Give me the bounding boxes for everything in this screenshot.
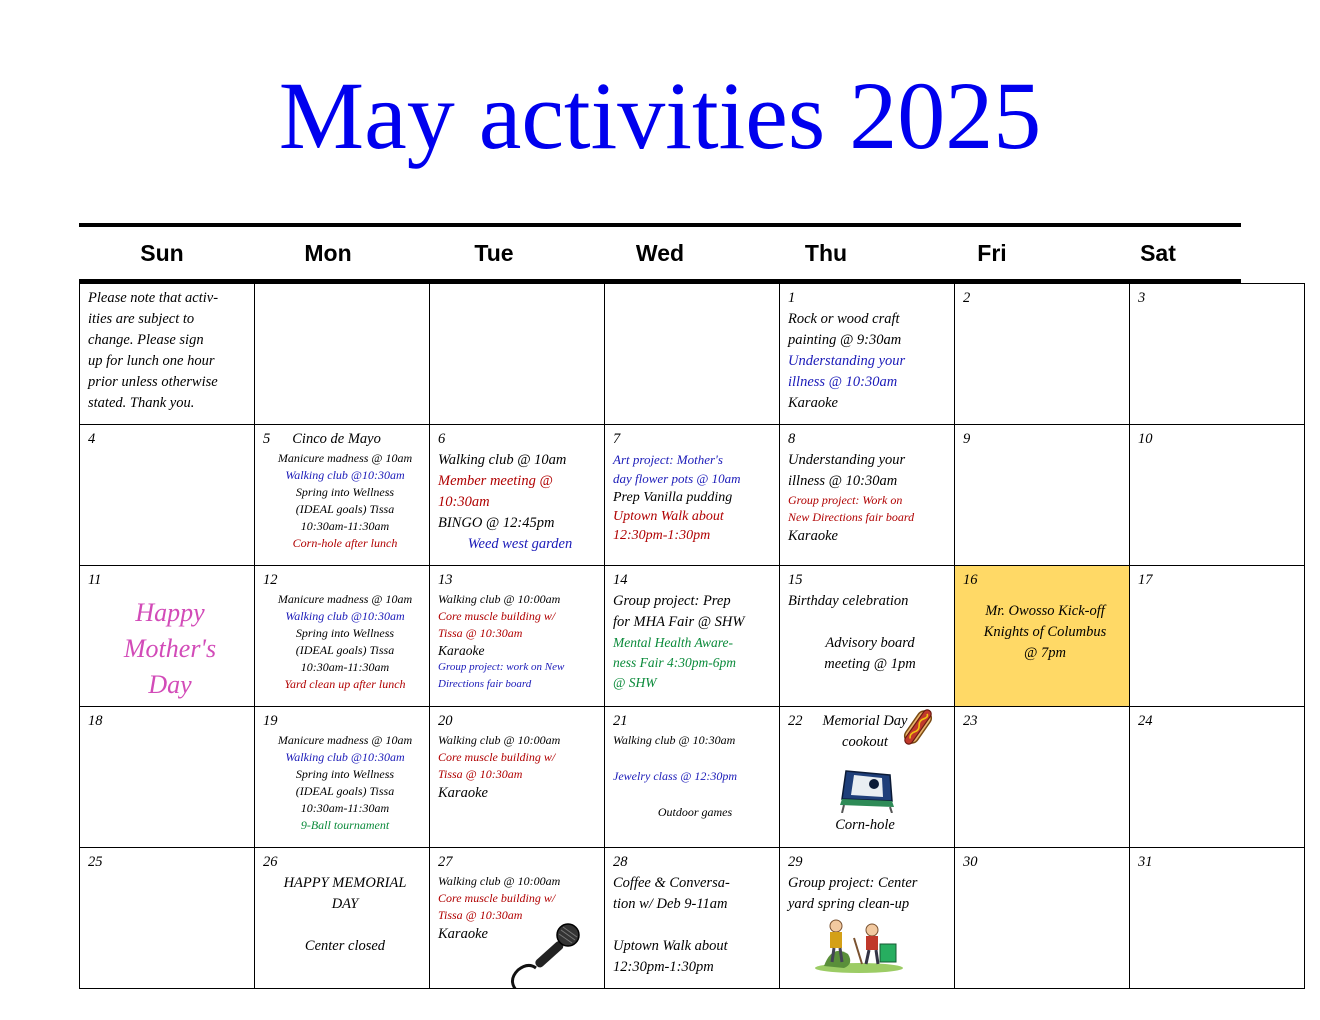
event: Core muscle building w/ — [438, 750, 556, 764]
day-cell-6 — [430, 425, 605, 566]
week-row — [80, 425, 1305, 566]
week-row — [80, 284, 1305, 425]
day-number: 1 — [788, 290, 796, 306]
day-cell-7 — [605, 425, 780, 566]
day-heading — [263, 429, 427, 450]
day-number: 31 — [1138, 854, 1153, 870]
day-number: 16 — [963, 572, 978, 588]
day-number: 11 — [88, 572, 102, 588]
event: 10:30am-11:30am — [300, 801, 390, 815]
day-number: 9 — [963, 431, 971, 447]
event: Birthday celebration — [788, 593, 909, 609]
day-cell-23 — [955, 707, 1130, 848]
day-number: 19 — [263, 713, 278, 729]
day-cell-20 — [430, 707, 605, 848]
event: Rock or wood craft — [788, 311, 900, 327]
event: Prep Vanilla pudding — [613, 490, 733, 505]
note-line: stated. Thank you. — [88, 395, 195, 411]
day-number: 24 — [1138, 713, 1153, 729]
week-row — [80, 566, 1305, 707]
event: New Directions fair board — [788, 510, 915, 524]
event: meeting @ 1pm — [824, 656, 916, 672]
day-number: 28 — [613, 854, 628, 870]
event: Coffee & Conversa- — [613, 875, 730, 891]
event: (IDEAL goals) Tissa — [295, 502, 395, 516]
day-number: 29 — [788, 854, 803, 870]
event: Group project: work on New — [438, 661, 565, 673]
event: tion w/ Deb 9-11am — [613, 896, 728, 912]
day-cell-26 — [255, 848, 430, 989]
event: Corn-hole after lunch — [292, 536, 398, 550]
event: Jewelry class @ 12:30pm — [613, 769, 738, 783]
event: Yard clean up after lunch — [284, 677, 406, 691]
day-number: 10 — [1138, 431, 1153, 447]
event: Walking club @ 10:00am — [438, 874, 561, 888]
day-cell-11 — [80, 566, 255, 707]
event: Group project: Prep — [613, 593, 731, 609]
note-line: ities are subject to — [88, 311, 195, 327]
event: Understanding your — [788, 452, 906, 468]
day-cell-empty — [430, 284, 605, 425]
calendar-grid — [79, 283, 1305, 989]
week-row — [80, 707, 1305, 848]
event: Memorial Day — [822, 713, 908, 729]
greeting-line: Happy — [135, 598, 205, 627]
event: @ SHW — [613, 675, 657, 690]
event: 10:30am-11:30am — [300, 660, 390, 674]
cornhole-board-icon — [836, 769, 898, 820]
event: Manicure madness @ 10am — [277, 592, 413, 606]
event: 9-Ball tournament — [300, 818, 390, 832]
event: Group project: Center — [788, 875, 918, 891]
day-number: 20 — [438, 713, 453, 729]
event: Core muscle building w/ — [438, 891, 556, 905]
event: Walking club @ 10:00am — [438, 733, 561, 747]
event: Karaoke — [788, 395, 838, 411]
event: 12:30pm-1:30pm — [613, 528, 711, 543]
day-cell-empty — [605, 284, 780, 425]
day-cell-16 — [955, 566, 1130, 707]
event: Karaoke — [788, 528, 838, 544]
event: Spring into Wellness — [295, 485, 395, 499]
event: Group project: Work on — [788, 493, 903, 507]
event: Mr. Owosso Kick-off — [985, 603, 1105, 619]
weekday-tue: Tue — [474, 240, 514, 266]
note-line: up for lunch one hour — [88, 353, 215, 369]
day-cell-30 — [955, 848, 1130, 989]
event: BINGO @ 12:45pm — [438, 515, 555, 531]
weekday-sat: Sat — [1140, 240, 1176, 266]
day-cell-10 — [1130, 425, 1305, 566]
yard-cleanup-icon — [814, 916, 904, 981]
event: Core muscle building w/ — [438, 609, 556, 623]
day-number: 18 — [88, 713, 103, 729]
event: illness @ 10:30am — [788, 374, 898, 390]
event: Walking club @10:30am — [285, 750, 405, 764]
day-cell-27 — [430, 848, 605, 989]
day-number: 15 — [788, 572, 803, 588]
event: (IDEAL goals) Tissa — [295, 643, 395, 657]
event: Walking club @ 10:00am — [438, 592, 561, 606]
event: Spring into Wellness — [295, 626, 395, 640]
day-cell-3 — [1130, 284, 1305, 425]
event: 10:30am — [438, 494, 490, 510]
event: Outdoor games — [657, 805, 733, 819]
event: Walking club @10:30am — [285, 609, 405, 623]
day-number: 25 — [88, 854, 103, 870]
calendar — [79, 223, 1241, 989]
hot-dog-icon — [898, 707, 938, 754]
day-cell-4 — [80, 425, 255, 566]
day-cell-empty — [255, 284, 430, 425]
day-number: 2 — [963, 290, 971, 306]
event: Walking club @10:30am — [285, 468, 405, 482]
day-cell-18 — [80, 707, 255, 848]
day-cell-19 — [255, 707, 430, 848]
note-line: prior unless otherwise — [88, 374, 218, 390]
day-number: 21 — [613, 713, 628, 729]
event: Mental Health Aware- — [613, 635, 733, 650]
day-number: 13 — [438, 572, 453, 588]
day-cell-note — [80, 284, 255, 425]
weekday-fri: Fri — [977, 240, 1007, 266]
day-number: 22 — [788, 713, 803, 729]
event: Advisory board — [825, 635, 915, 651]
day-cell-13 — [430, 566, 605, 707]
microphone-icon — [506, 922, 586, 989]
event: @ 7pm — [1024, 645, 1066, 661]
event: Directions fair board — [438, 678, 532, 690]
weekday-sun: Sun — [140, 240, 184, 266]
event: Cinco de Mayo — [292, 431, 381, 447]
weekday-mon: Mon — [304, 240, 352, 266]
event: Manicure madness @ 10am — [277, 451, 413, 465]
day-cell-14 — [605, 566, 780, 707]
cornhole-label: Corn-hole — [835, 817, 895, 833]
week-row — [80, 848, 1305, 989]
day-number: 27 — [438, 854, 453, 870]
event: HAPPY MEMORIAL — [283, 875, 407, 891]
greeting-line: Day — [148, 670, 192, 699]
page-title: May activities 2025 — [278, 62, 1042, 169]
day-number: 4 — [88, 431, 96, 447]
day-cell-24 — [1130, 707, 1305, 848]
greeting-line: Mother's — [123, 634, 217, 663]
day-cell-5 — [255, 425, 430, 566]
day-number: 30 — [963, 854, 978, 870]
day-cell-17 — [1130, 566, 1305, 707]
event: (IDEAL goals) Tissa — [295, 784, 395, 798]
day-cell-25 — [80, 848, 255, 989]
weekday-thu: Thu — [804, 240, 848, 266]
day-cell-21 — [605, 707, 780, 848]
event: Walking club @ 10:30am — [613, 733, 736, 747]
event: Tissa @ 10:30am — [438, 767, 523, 781]
day-number: 3 — [1138, 290, 1146, 306]
event: Understanding your — [788, 353, 906, 369]
event: 12:30pm-1:30pm — [613, 959, 714, 975]
day-cell-1 — [780, 284, 955, 425]
weekday-header — [79, 227, 1241, 279]
day-number: 8 — [788, 431, 796, 447]
event: Tissa @ 10:30am — [438, 908, 523, 922]
event: Spring into Wellness — [295, 767, 395, 781]
event: Uptown Walk about — [613, 938, 728, 954]
day-number: 5 — [263, 431, 271, 447]
day-number: 7 — [613, 431, 621, 447]
day-number: 23 — [963, 713, 978, 729]
weekday-wed: Wed — [635, 240, 685, 266]
event: Karaoke — [438, 926, 488, 942]
day-number: 26 — [263, 854, 278, 870]
event: cookout — [842, 734, 888, 750]
day-cell-9 — [955, 425, 1130, 566]
event: Member meeting @ — [438, 473, 553, 489]
note-line: change. Please sign — [88, 332, 204, 348]
day-cell-12 — [255, 566, 430, 707]
day-cell-28 — [605, 848, 780, 989]
event: Weed west garden — [467, 536, 573, 552]
event: Walking club @ 10am — [438, 452, 567, 468]
event: illness @ 10:30am — [788, 473, 898, 489]
event: painting @ 9:30am — [788, 332, 902, 348]
event: Manicure madness @ 10am — [277, 733, 413, 747]
event: ness Fair 4:30pm-6pm — [613, 655, 736, 670]
day-cell-8 — [780, 425, 955, 566]
mothers-day-greeting — [88, 595, 252, 703]
day-cell-15 — [780, 566, 955, 707]
event: for MHA Fair @ SHW — [613, 614, 745, 630]
event: Knights of Columbus — [983, 624, 1107, 640]
event: DAY — [331, 896, 359, 912]
day-cell-22 — [780, 707, 955, 848]
day-number: 12 — [263, 572, 278, 588]
event: Karaoke — [438, 643, 485, 658]
event: Art project: Mother's — [613, 452, 723, 467]
day-number: 17 — [1138, 572, 1153, 588]
event: 10:30am-11:30am — [300, 519, 390, 533]
event: Tissa @ 10:30am — [438, 626, 523, 640]
day-cell-29 — [780, 848, 955, 989]
day-number: 14 — [613, 572, 628, 588]
event: Center closed — [304, 938, 386, 954]
day-cell-31 — [1130, 848, 1305, 989]
event: day flower pots @ 10am — [613, 471, 741, 486]
event: Karaoke — [438, 785, 488, 801]
event: Uptown Walk about — [613, 509, 724, 524]
day-number: 6 — [438, 431, 446, 447]
event: yard spring clean-up — [788, 896, 910, 912]
day-cell-2 — [955, 284, 1130, 425]
note-line: Please note that activ- — [88, 290, 219, 306]
